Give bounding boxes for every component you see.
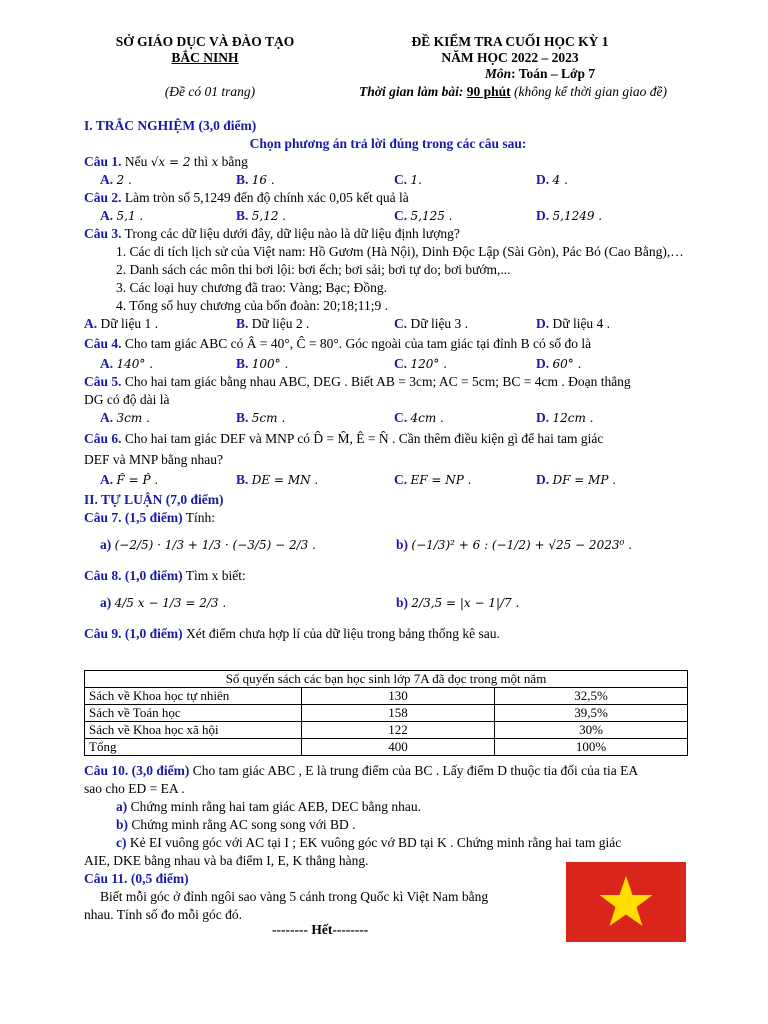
question-4-options: A. 140° . B. 100° . C. 120° . D. 60° .: [100, 356, 582, 371]
question-3-item: 4. Tổng số huy chương của bốn đoàn: 20;18;11;9 .: [116, 298, 389, 313]
table-row: Sách về Khoa học tự nhiên 130 32,5%: [85, 688, 688, 705]
statistics-table: [84, 670, 688, 756]
part1-instruction: Chọn phương án trả lời đúng trong các câu sau:: [249, 136, 527, 151]
subject-line: Môn: Toán – Lớp 7: [484, 66, 596, 81]
end-marker: -------- Hết--------: [272, 922, 369, 937]
department-name: SỞ GIÁO DỤC VÀ ĐÀO TẠO: [115, 34, 295, 49]
table-title: Số quyển sách các bạn học sinh lớp 7A đã đọc trong một năm: [85, 671, 688, 688]
exam-title: ĐỀ KIỂM TRA CUỐI HỌC KỲ 1: [411, 34, 609, 49]
question-5: Câu 5. Cho hai tam giác bằng nhau ABC, DEG . Biết AB = 3cm; AC = 5cm; BC = 4cm . Đoạn thẳng: [84, 374, 631, 389]
question-10: Câu 10. (3,0 điểm) Cho tam giác ABC , E là trung điểm của BC . Lấy điểm D thuộc tia đối của tia EA: [84, 763, 639, 778]
question-3-options: A. Dữ liệu 1 . B. Dữ liệu 2 . C. Dữ liệu 3 . D. Dữ liệu 4 .: [84, 316, 611, 331]
question-6-cont: DEF và MNP bằng nhau?: [84, 452, 223, 467]
question-1: Câu 1. Nếu √x = 2 thì x bằng: [84, 154, 248, 169]
question-1-options: A. 2 . B. 16 . C. 1. D. 4 .: [100, 172, 568, 187]
question-10-a: a) Chứng minh rằng hai tam giác AEB, DEC bằng nhau.: [116, 799, 422, 814]
question-10-cont: sao cho ED = EA .: [84, 781, 185, 796]
time-line: Thời gian làm bài: 90 phút (không kể thời gian giao đề): [358, 84, 668, 99]
exam-content: [84, 117, 692, 643]
question-10-c: c) Kẻ EI vuông góc với AC tại I ; EK vuông góc vớ BD tại K . Chứng minh rằng hai tam giác: [116, 835, 622, 850]
question-5-cont: DG có độ dài là: [84, 392, 170, 407]
school-year: NĂM HỌC 2022 – 2023: [441, 50, 579, 65]
header-exam: [330, 34, 690, 82]
question-11-cont: nhau. Tính số đo mỗi góc đó.: [84, 907, 242, 922]
vietnam-flag-image: [566, 862, 686, 942]
page-count-note: (Đề có 01 trang): [164, 84, 256, 99]
question-10-c-cont: AIE, DKE bằng nhau và ba điểm I, E, K thẳng hàng.: [84, 853, 369, 868]
table-row: Sách về Toán học 158 39,5%: [85, 705, 688, 722]
question-6: Câu 6. Cho hai tam giác DEF và MNP có D̂ = M̂, Ê = N̂ . Cần thêm điều kiện gì để hai tam giác: [84, 431, 604, 446]
question-3-item: 1. Các di tích lịch sử của Việt nam: Hồ Gươm (Hà Nội), Dinh Độc Lập (Sài Gòn), Pác Bó (Cao Bằng),…: [116, 244, 684, 259]
question-11: Câu 11. (0,5 điểm): [84, 871, 189, 886]
question-4: Câu 4. Cho tam giác ABC có Â = 40°, Ĉ = 80°. Góc ngoài của tam giác tại đỉnh B có số đo là: [84, 336, 592, 351]
question-3: Câu 3. Trong các dữ liệu dưới đây, dữ liệu nào là dữ liệu định lượng?: [84, 226, 460, 241]
question-8: Câu 8. (1,0 điểm) Tìm x biết:: [84, 568, 246, 583]
table-row: Tổng 400 100%: [85, 739, 688, 756]
question-3-item: 2. Danh sách các môn thi bơi lội: bơi ếch; bơi sải; bơi tự do; bơi bướm,...: [116, 262, 511, 277]
header-department: [80, 34, 330, 66]
flag-star-icon: [566, 862, 686, 942]
table-row: Sách về Khoa học xã hội 122 30%: [85, 722, 688, 739]
question-11-text: Biết mỗi góc ở đỉnh ngôi sao vàng 5 cánh trong Quốc kì Việt Nam bằng: [100, 889, 489, 904]
question-7-expressions: a) (−2/5) · 1/3 + 1/3 · (−3/5) − 2/3 . b) (−1/3)² + 6 : (−1/2) + √25 − 2023⁰ .: [100, 537, 632, 552]
question-3-item: 3. Các loại huy chương đã trao: Vàng; Bạc; Đồng.: [116, 280, 388, 295]
table-title-row: [85, 671, 688, 688]
question-10-b: b) Chứng minh rằng AC song song với BD .: [116, 817, 356, 832]
question-6-options: A. F̂ = P̂ . B. DE = MN . C. EF = NP . D. DF = MP .: [100, 472, 617, 487]
question-2-options: A. 5,1 . B. 5,12 . C. 5,125 . D. 5,1249 .: [100, 208, 603, 223]
question-5-options: A. 3cm . B. 5cm . C. 4cm . D. 12cm .: [100, 410, 594, 425]
question-8-expressions: a) 4/5 x − 1/3 = 2/3 . b) 2/3,5 = |x − 1|/7 .: [100, 595, 520, 610]
question-7: Câu 7. (1,5 điểm) Tính:: [84, 510, 216, 525]
question-2: Câu 2. Làm tròn số 5,1249 đến độ chính xác 0,05 kết quả là: [84, 190, 409, 205]
question-9: Câu 9. (1,0 điểm) Xét điểm chưa hợp lí của dữ liệu trong bảng thống kê sau.: [84, 626, 500, 641]
province-name: BẮC NINH: [171, 50, 239, 65]
part1-title: I. TRẮC NGHIỆM (3,0 điểm): [84, 118, 257, 133]
part2-title: II. TỰ LUẬN (7,0 điểm): [84, 492, 224, 507]
